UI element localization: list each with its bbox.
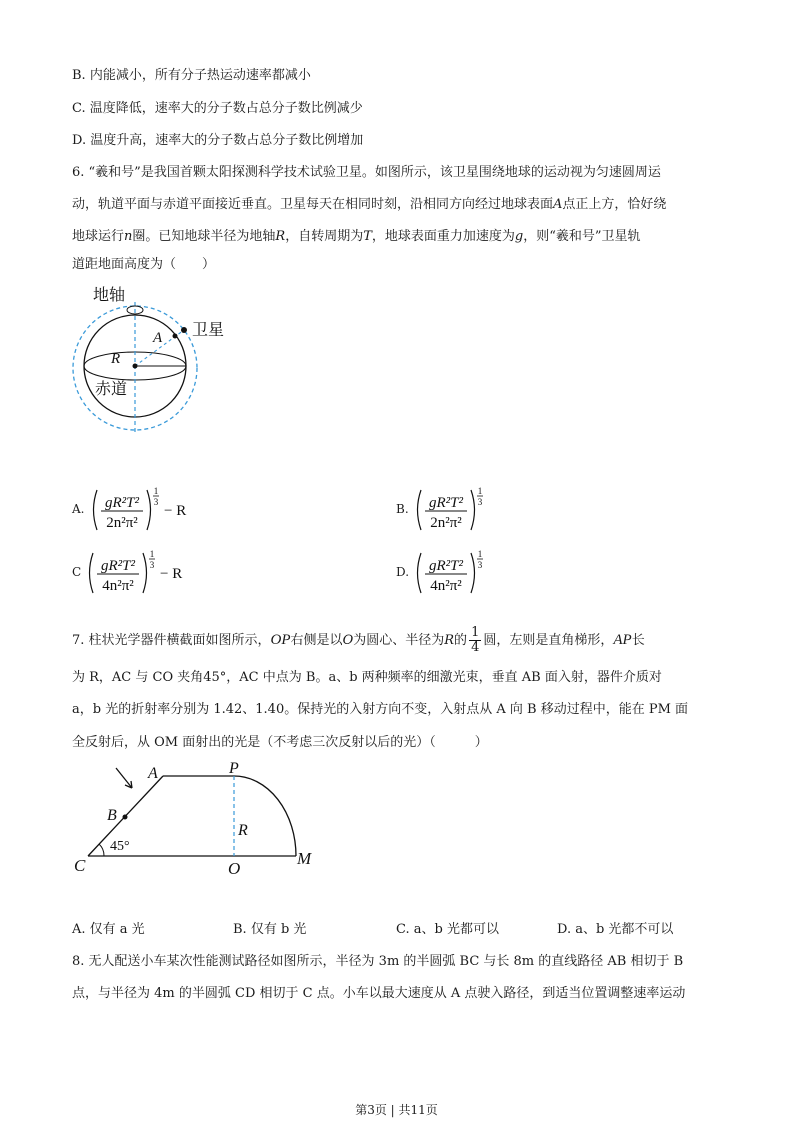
option-d-exp-den: 3 xyxy=(477,560,483,570)
q7-option-c: C. a、b 光都可以 xyxy=(396,922,499,937)
earth-orbit-figure xyxy=(68,280,225,450)
q8-stem-line2: 点，与半径为 4m 的半圆弧 CD 相切于 C 点。小车以最大速度从 A 点驶入路径，到适当位置调整速率运动 xyxy=(72,986,686,1001)
label-radius-r: R xyxy=(111,351,121,367)
option-a-denominator: 2n²π² xyxy=(106,515,138,531)
q6-stem-line1: 6. “羲和号”是我国首颗太阳探测科学技术试验卫星。如图所示，该卫星围绕地球的运动视为匀速圆周运 xyxy=(72,165,661,180)
q7-stem-line4: 全反射后，从 OM 面射出的光是（不考虑三次反射以后的光）（ ） xyxy=(72,735,488,750)
option-a-exp-num: 1 xyxy=(153,486,159,496)
satellite-dot xyxy=(181,327,187,333)
q6-option-b-label: B. xyxy=(396,502,409,516)
label-r: R xyxy=(238,822,248,839)
q6-stem-line2: 动，轨道平面与赤道平面接近垂直。卫星每天在相同时刻，沿相同方向经过地球表面A点正上方，恰好绕 xyxy=(72,197,667,212)
q7-stem-line2: 为 R，AC 与 CO 夹角45°，AC 中点为 B。a、b 两种频率的细激光束，垂直 AB 面入射，器件介质对 xyxy=(72,670,662,685)
label-m: M xyxy=(297,849,312,868)
q7-option-a: A. 仅有 a 光 xyxy=(72,922,145,937)
option-c-numerator: gR²T² xyxy=(101,558,135,574)
q6-option-a-label: A. xyxy=(72,502,85,516)
q6-stem-line3: 地球运行n圈。已知地球半径为地轴R，自转周期为T，地球表面重力加速度为g，则“羲和号”卫星轨 xyxy=(72,229,641,244)
q7-stem-line1: 7. 柱状光学器件横截面如图所示，OP右侧是以O为圆心、半径为R的 $\frac{1}{4}$ 圆，左则是直角梯形，AP长 xyxy=(72,625,645,655)
option-c-minus-r: − R xyxy=(160,566,183,582)
option-b-numerator: gR²T² xyxy=(429,495,463,511)
q6-option-d-label: D. xyxy=(396,565,410,579)
option-a-minus-r: − R xyxy=(164,503,187,519)
option-c-denominator: 4n²π² xyxy=(102,578,134,594)
label-p: P xyxy=(229,760,239,777)
q5-option-b: B. 内能减小，所有分子热运动速率都减小 xyxy=(72,68,311,83)
point-b-dot xyxy=(123,815,128,820)
option-b-exp-den: 3 xyxy=(477,497,483,507)
label-point-a: A xyxy=(153,330,163,346)
q7-option-b: B. 仅有 b 光 xyxy=(233,922,307,937)
quarter-arc-pm xyxy=(234,776,296,856)
q6-option-c-formula xyxy=(84,545,194,601)
label-b: B xyxy=(107,807,117,824)
q8-stem-line1: 8. 无人配送小车某次性能测试路径如图所示，半径为 3m 的半圆弧 BC 与长 8m 的直线路径 AB 相切于 B xyxy=(72,954,684,969)
q6-stem-line4: 道距地面高度为（ ） xyxy=(72,257,216,272)
option-a-exp-den: 3 xyxy=(153,497,159,507)
option-c-exp-den: 3 xyxy=(149,560,155,570)
page-footer: 第3页 | 共11页 xyxy=(355,1103,438,1117)
label-angle-45: 45° xyxy=(110,839,130,854)
q7-option-d: D. a、b 光都不可以 xyxy=(557,922,674,937)
option-d-denominator: 4n²π² xyxy=(430,578,462,594)
label-equator: 赤道 xyxy=(95,381,128,398)
earth-center-dot xyxy=(133,364,138,369)
q6-option-c-label: C xyxy=(72,565,82,579)
optical-device-figure xyxy=(68,760,328,885)
option-a-numerator: gR²T² xyxy=(105,495,139,511)
q6-option-a-formula xyxy=(88,482,198,538)
q5-option-c: C. 温度降低，速率大的分子数占总分子数比例减少 xyxy=(72,101,363,116)
option-d-exp-num: 1 xyxy=(477,549,483,559)
label-a: A xyxy=(148,765,158,782)
q6-option-b-formula xyxy=(412,482,502,538)
quarter-fraction: $\frac{1}{4}$ xyxy=(471,625,480,655)
option-b-denominator: 2n²π² xyxy=(430,515,462,531)
point-a-dot xyxy=(173,334,178,339)
q7-stem-line3: a，b 光的折射率分别为 1.42、1.40。保持光的入射方向不变，入射点从 A 向 B 移动过程中，能在 PM 面 xyxy=(72,702,689,717)
label-earth-axis: 地轴 xyxy=(93,287,126,304)
label-c: C xyxy=(74,856,86,875)
incident-light-arrow xyxy=(116,768,132,788)
label-satellite: 卫星 xyxy=(192,322,225,339)
label-o: O xyxy=(228,859,241,878)
option-b-exp-num: 1 xyxy=(477,486,483,496)
angle-arc xyxy=(99,844,104,856)
q5-option-d: D. 温度升高，速率大的分子数占总分子数比例增加 xyxy=(72,133,364,148)
option-c-exp-num: 1 xyxy=(149,549,155,559)
q6-option-d-formula xyxy=(412,545,502,601)
option-d-numerator: gR²T² xyxy=(429,558,463,574)
